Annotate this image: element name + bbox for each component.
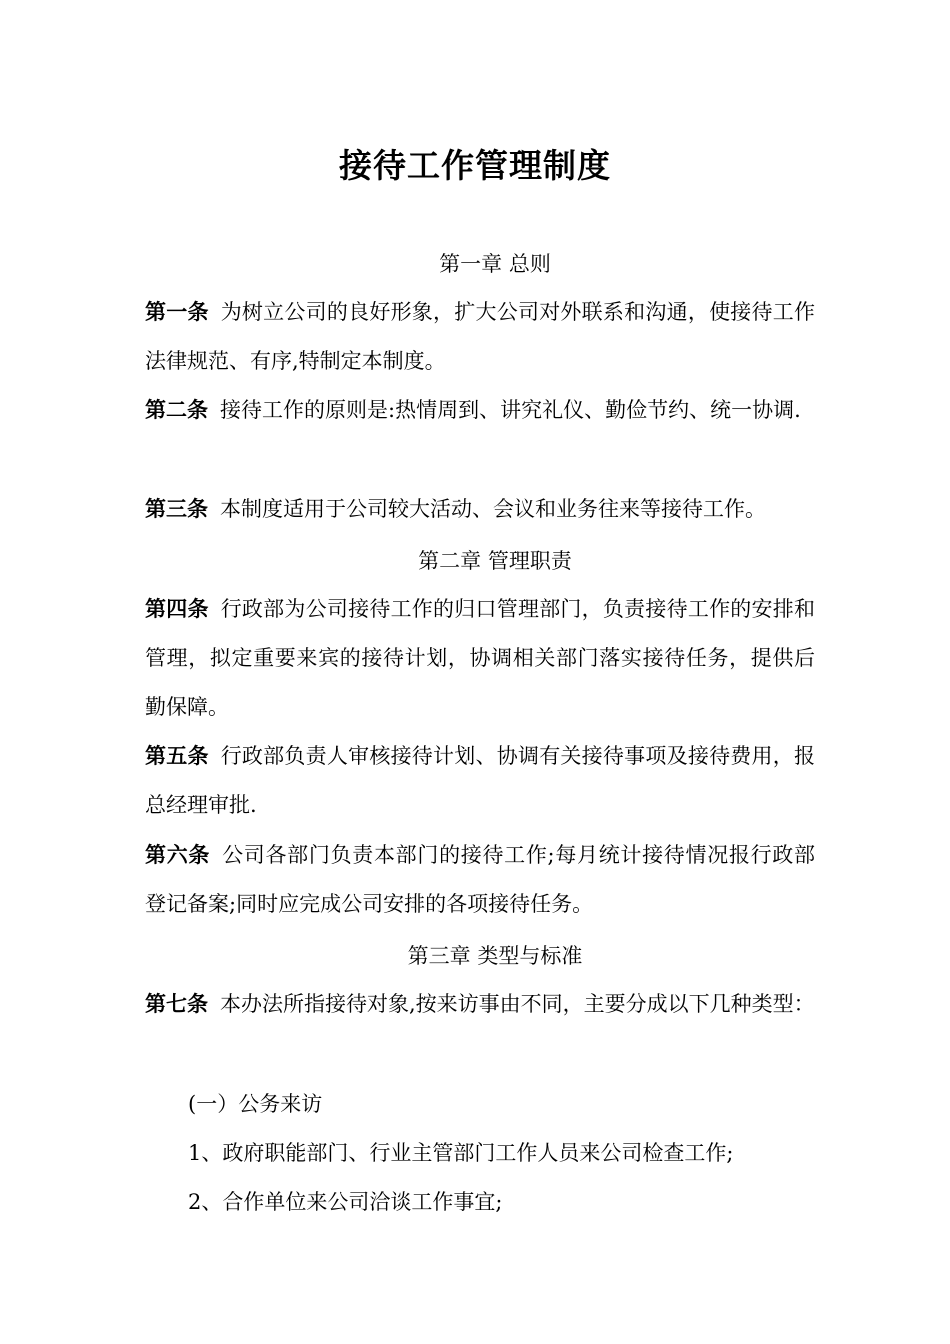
sub-item-2: 2、合作单位来公司洽谈工作事宜; — [188, 1190, 503, 1214]
article-text: 本办法所指接待对象,按来访事由不同，主要分成以下几种类型： — [220, 992, 815, 1016]
article-number: 第四条 — [145, 597, 209, 621]
article-1 — [145, 288, 815, 386]
article-5 — [145, 732, 815, 830]
article-text: 本制度适用于公司较大活动、会议和业务往来等接待工作。 — [220, 497, 766, 521]
article-text: 为树立公司的良好形象，扩大公司对外联系和沟通，使接待工作法律规范、有序,特制定本制度。 — [145, 300, 816, 373]
article-number: 第三条 — [145, 497, 208, 521]
chapter-heading-1: 第一章 总则 — [439, 252, 551, 276]
article-number: 第二条 — [145, 398, 208, 422]
article-number: 第一条 — [145, 300, 209, 324]
article-number: 第七条 — [145, 992, 208, 1016]
article-6 — [145, 831, 815, 929]
article-text: 公司各部门负责本部门的接待工作;每月统计接待情况报行政部登记备案;同时应完成公司安排的各项接待任务。 — [145, 843, 815, 916]
article-number: 第六条 — [145, 843, 211, 867]
chapter-heading-3: 第三章 类型与标准 — [407, 944, 583, 968]
article-text: 行政部负责人审核接待计划、协调有关接待事项及接待费用，报总经理审批. — [145, 744, 816, 817]
article-text: 行政部为公司接待工作的归口管理部门，负责接待工作的安排和管理，拟定重要来宾的接待计划，协调相关部门落实接待任务，提供后勤保障。 — [145, 597, 816, 719]
article-number: 第五条 — [145, 744, 209, 768]
sub-item-category: (一）公务来访 — [188, 1092, 323, 1116]
sub-item-1: 1、政府职能部门、行业主管部门工作人员来公司检查工作; — [188, 1141, 734, 1165]
article-text: 接待工作的原则是:热情周到、讲究礼仪、勤俭节约、统一协调. — [220, 398, 801, 422]
document-title: 接待工作管理制度 — [339, 146, 611, 185]
article-4 — [145, 585, 815, 732]
chapter-heading-2: 第二章 管理职责 — [418, 549, 572, 573]
article-3 — [145, 485, 815, 534]
article-2 — [145, 386, 815, 435]
article-7 — [145, 980, 815, 1029]
